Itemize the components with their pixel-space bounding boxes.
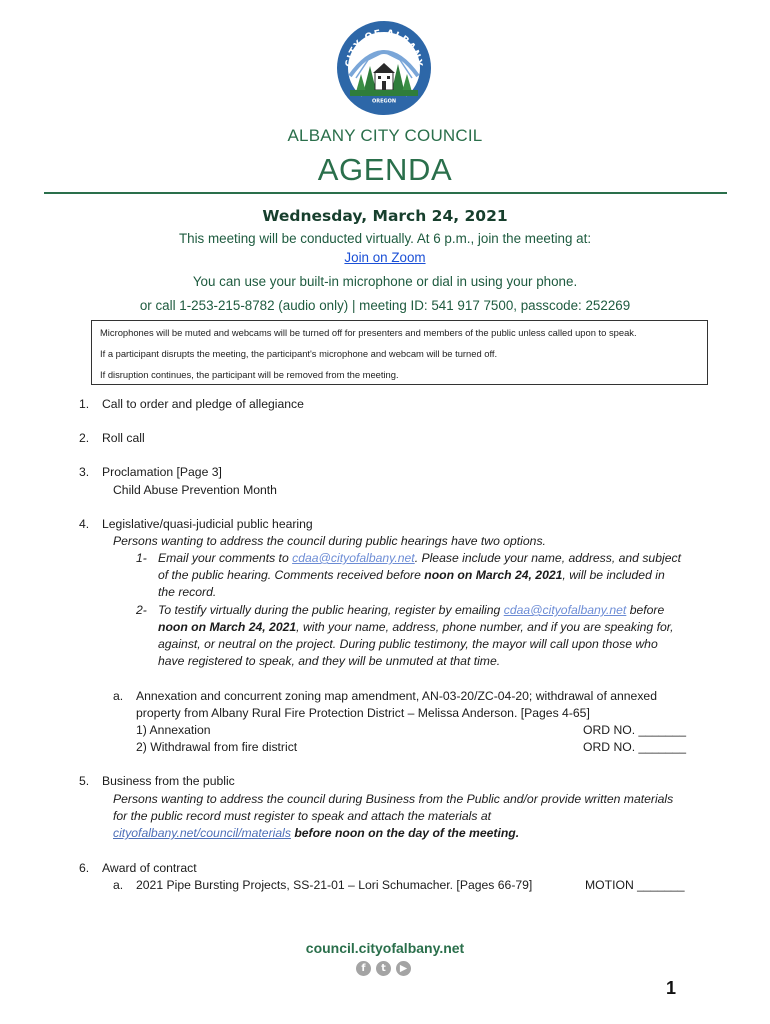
microphone-note: You can use your built-in microphone or dial in using your phone.	[192, 274, 578, 289]
item-number: 1.	[79, 397, 90, 411]
option-2-line	[158, 603, 664, 617]
participation-notice-box	[91, 320, 708, 385]
twitter-icon[interactable]: t	[376, 961, 391, 976]
ordinance-number-blank: ORD NO. _______	[583, 740, 686, 754]
email-link[interactable]: cdaa@cityofalbany.net	[292, 551, 415, 565]
agenda-title: AGENDA	[317, 152, 453, 187]
option-2-text: To testify virtually during the public hearing, register by emailing	[158, 603, 504, 617]
notice-line: Microphones will be muted and webcams will be turned off for presenters and members of the public unless called upon to speak.	[100, 327, 637, 338]
join-zoom-link[interactable]: Join on Zoom	[344, 250, 426, 265]
business-instructions: for the public record must register to speak and attach the materials at	[113, 809, 492, 823]
item-number: 4.	[79, 517, 90, 531]
option-2-line	[158, 620, 674, 634]
agenda-item-call-to-order: Call to order and pledge of allegiance	[102, 397, 304, 411]
meeting-date: Wednesday, March 24, 2021	[262, 207, 508, 225]
dial-in-info: or call 1-253-215-8782 (audio only) | meeting ID: 541 917 7500, passcode: 252269	[139, 298, 631, 313]
youtube-icon[interactable]: ▶	[396, 961, 411, 976]
page-number: 1	[666, 978, 677, 998]
option-1-text: . Please include your name, address, and subject	[414, 551, 681, 565]
option-2-line: against, or neutral on the project. During public testimony, the mayor will call upon those who	[158, 637, 658, 651]
option-1-line: the record.	[158, 585, 217, 599]
option-2-line: have registered to speak, and they will be unmuted at that time.	[158, 654, 501, 668]
business-instructions-line	[113, 826, 519, 840]
agenda-item-award-of-contract: Award of contract	[102, 861, 197, 875]
item-number: 6.	[79, 861, 90, 875]
option-number: 1-	[136, 551, 147, 565]
ordinance-number-blank: ORD NO. _______	[583, 723, 686, 737]
option-1-text: , will be included in	[562, 568, 665, 582]
facebook-icon[interactable]: f	[356, 961, 371, 976]
option-1-deadline: noon on March 24, 2021	[424, 568, 563, 582]
option-1-text: Email your comments to	[158, 551, 293, 565]
annexation-description: property from Albany Rural Fire Protection District – Melissa Anderson. [Pages 4-65]	[136, 706, 590, 720]
option-2-text: before	[626, 603, 665, 617]
option-1-line	[158, 568, 665, 582]
business-deadline: before noon on the day of the meeting.	[290, 826, 520, 840]
option-2-deadline: noon on March 24, 2021	[158, 620, 297, 634]
agenda-item-public-hearing: Legislative/quasi-judicial public hearing	[102, 517, 313, 531]
public-hearing-intro: Persons wanting to address the council during public hearings have two options.	[113, 534, 546, 548]
council-website[interactable]: council.cityofalbany.net	[305, 940, 465, 956]
email-link[interactable]: cdaa@cityofalbany.net	[503, 603, 627, 617]
zoom-link-row	[0, 250, 770, 265]
annexation-action: 1) Annexation	[136, 723, 211, 737]
seal-state-text: OREGON	[371, 98, 397, 105]
council-title: ALBANY CITY COUNCIL	[287, 126, 483, 145]
notice-line: If disruption continues, the participant will be removed from the meeting.	[100, 369, 399, 380]
item-number: 2.	[79, 431, 90, 445]
subitem-label: a.	[113, 689, 124, 703]
item-number: 3.	[79, 465, 90, 479]
option-number: 2-	[136, 603, 147, 617]
social-icons	[356, 961, 414, 977]
seal-arc-text: CITY OF ALBANY	[343, 27, 425, 68]
notice-line: If a participant disrupts the meeting, the participant's microphone and webcam will be turned off.	[100, 348, 498, 359]
city-seal-logo	[336, 20, 432, 116]
proclamation-subject: Child Abuse Prevention Month	[113, 483, 277, 497]
agenda-item-roll-call: Roll call	[102, 431, 145, 445]
option-1-text: of the public hearing. Comments received before	[158, 568, 425, 582]
withdrawal-action: 2) Withdrawal from fire district	[136, 740, 298, 754]
agenda-item-proclamation: Proclamation [Page 3]	[102, 465, 222, 479]
materials-link[interactable]: cityofalbany.net/council/materials	[113, 826, 291, 840]
header-divider	[44, 192, 727, 194]
motion-blank: MOTION _______	[585, 878, 685, 892]
subitem-label: a.	[113, 878, 124, 892]
pipe-bursting-project: 2021 Pipe Bursting Projects, SS-21-01 – Lori Schumacher. [Pages 66-79]	[136, 878, 533, 892]
item-number: 5.	[79, 774, 90, 788]
virtual-meeting-note: This meeting will be conducted virtually. At 6 p.m., join the meeting at:	[178, 231, 592, 246]
option-2-text: , with your name, address, phone number, and if you are speaking for,	[296, 620, 674, 634]
business-instructions: Persons wanting to address the council during Business from the Public and/or provide written materials	[113, 792, 674, 806]
option-1-line	[158, 551, 681, 565]
agenda-item-business-from-public: Business from the public	[102, 774, 235, 788]
annexation-description: Annexation and concurrent zoning map amendment, AN-03-20/ZC-04-20; withdrawal of annexed	[136, 689, 657, 703]
